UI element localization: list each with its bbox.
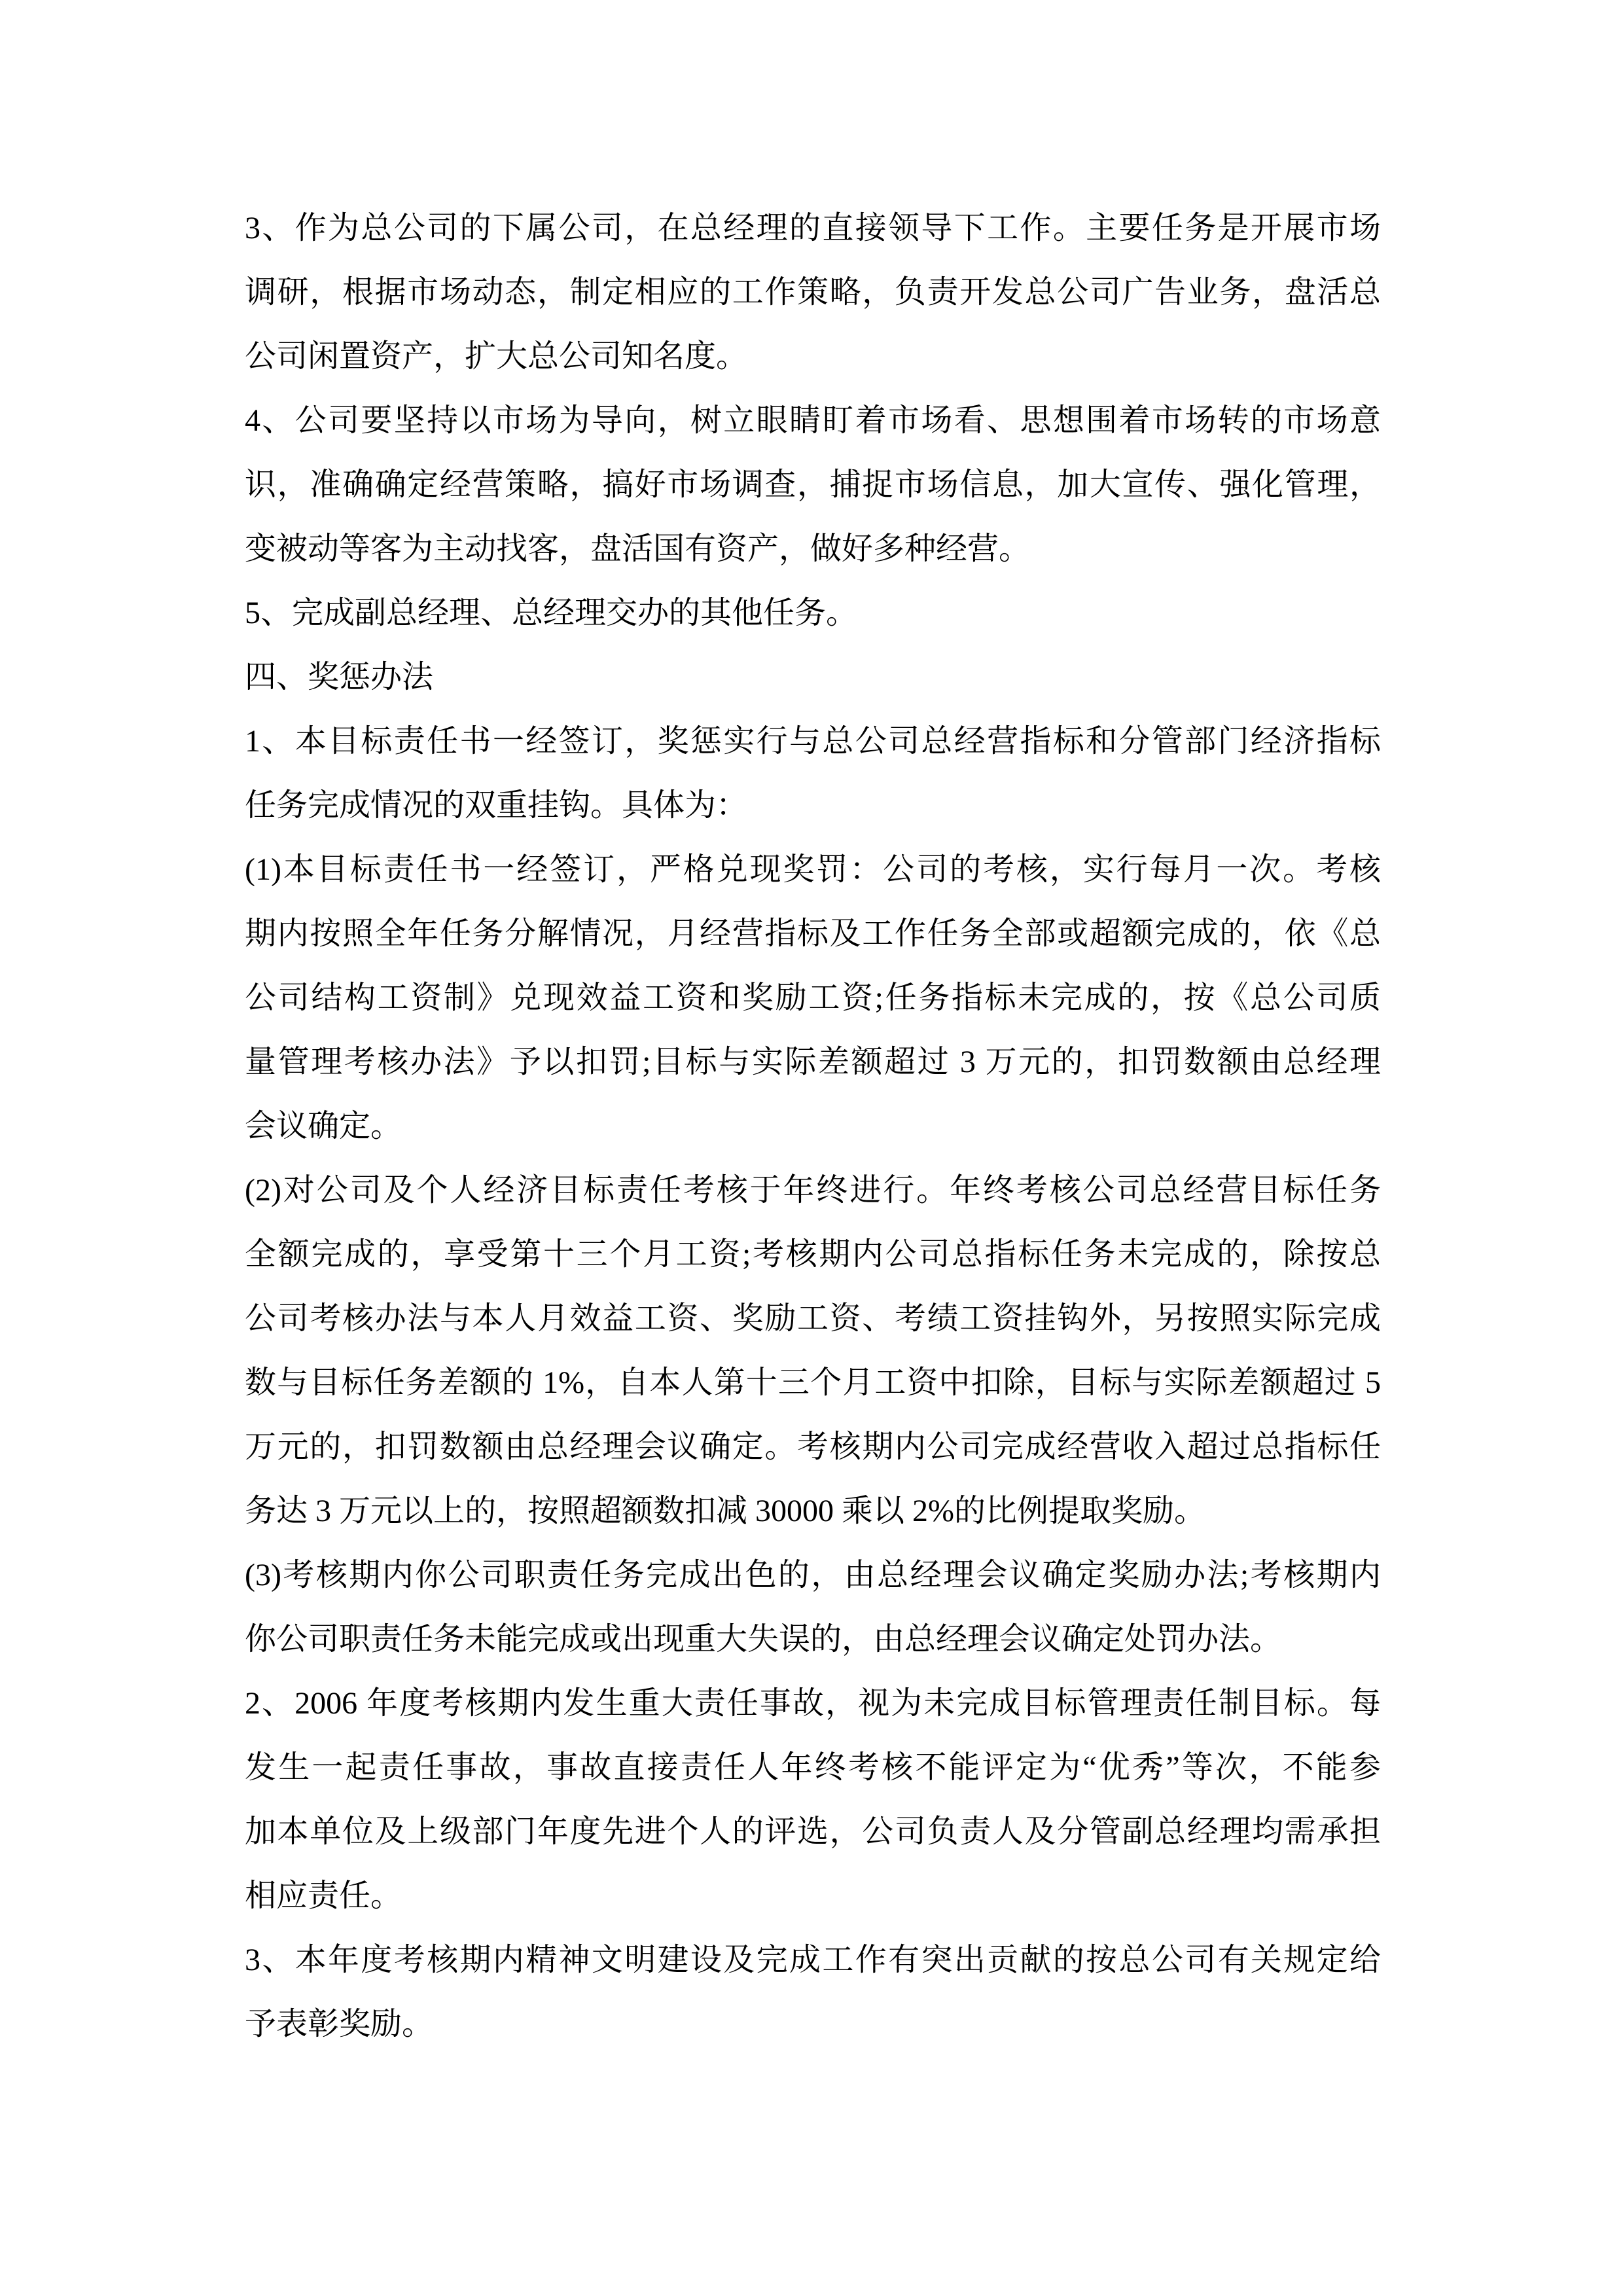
text-line: 调研，根据市场动态，制定相应的工作策略，负责开发总公司广告业务，盘活总 <box>245 275 1381 310</box>
text-line: 加本单位及上级部门年度先进个人的评选，公司负责人及分管副总经理均需承担 <box>245 1814 1381 1849</box>
text-line: 全额完成的，享受第十三个月工资;考核期内公司总指标任务未完成的，除按总 <box>245 1237 1381 1272</box>
text-line: 3、本年度考核期内精神文明建设及完成工作有突出贡献的按总公司有关规定给 <box>245 1943 1381 1977</box>
text-line: 识，准确确定经营策略，搞好市场调查，捕捉市场信息，加大宣传、强化管理， <box>245 467 1381 502</box>
text-line: 公司结构工资制》兑现效益工资和奖励工资;任务指标未完成的，按《总公司质 <box>245 980 1381 1015</box>
text-line: 期内按照全年任务分解情况，月经营指标及工作任务全部或超额完成的，依《总 <box>245 916 1381 951</box>
text-line: 万元的，扣罚数额由总经理会议确定。考核期内公司完成经营收入超过总指标任 <box>245 1429 1381 1464</box>
text-line: 你公司职责任务未能完成或出现重大失误的，由总经理会议确定处罚办法。 <box>245 1622 1282 1657</box>
text-line: 3、作为总公司的下属公司，在总经理的直接领导下工作。主要任务是开展市场 <box>245 211 1381 245</box>
text-line: 公司闲置资产，扩大总公司知名度。 <box>245 339 748 374</box>
text-line: 5、完成副总经理、总经理交办的其他任务。 <box>245 596 858 630</box>
text-line: 2、2006 年度考核期内发生重大责任事故，视为未完成目标管理责任制目标。每 <box>245 1686 1381 1721</box>
text-line: 公司考核办法与本人月效益工资、奖励工资、考绩工资挂钩外，另按照实际完成 <box>245 1301 1381 1336</box>
section-heading-rewards: 四、奖惩办法 <box>245 660 434 694</box>
text-line: (1)本目标责任书一经签订，严格兑现奖罚：公司的考核，实行每月一次。考核 <box>245 852 1381 887</box>
text-line: 发生一起责任事故，事故直接责任人年终考核不能评定为“优秀”等次，不能参 <box>245 1750 1381 1785</box>
text-line: 任务完成情况的双重挂钩。具体为： <box>245 788 748 823</box>
text-line: (2)对公司及个人经济目标责任考核于年终进行。年终考核公司总经营目标任务 <box>245 1173 1381 1208</box>
text-line: (3)考核期内你公司职责任务完成出色的，由总经理会议确定奖励办法;考核期内 <box>245 1558 1381 1592</box>
text-line: 变被动等客为主动找客，盘活国有资产，做好多种经营。 <box>245 531 1031 566</box>
document-body <box>245 196 1381 2056</box>
text-line: 4、公司要坚持以市场为导向，树立眼睛盯着市场看、思想围着市场转的市场意 <box>245 403 1381 438</box>
text-line: 相应责任。 <box>245 1878 402 1913</box>
text-line: 予表彰奖励。 <box>245 2007 434 2041</box>
text-line: 1、本目标责任书一经签订，奖惩实行与总公司总经营指标和分管部门经济指标 <box>245 724 1381 759</box>
text-line: 数与目标任务差额的 1%，自本人第十三个月工资中扣除，目标与实际差额超过 5 <box>245 1365 1381 1400</box>
text-line: 务达 3 万元以上的，按照超额数扣减 30000 乘以 2%的比例提取奖励。 <box>245 1494 1205 1528</box>
text-line: 量管理考核办法》予以扣罚;目标与实际差额超过 3 万元的，扣罚数额由总经理 <box>245 1045 1381 1079</box>
text-line: 会议确定。 <box>245 1109 402 1143</box>
